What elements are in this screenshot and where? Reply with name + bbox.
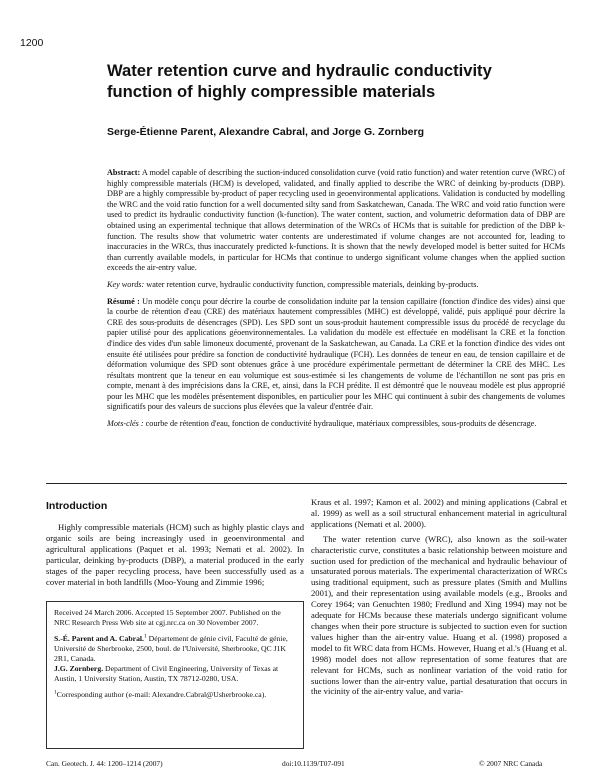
affiliation-2	[54, 664, 297, 684]
abstract-block	[107, 168, 565, 430]
keywords-text: water retention curve, hydraulic conductivity function, compressible materials, deinking by-products.	[144, 279, 479, 289]
affiliation-1-text: Département de génie civil, Faculté de génie, Université de Sherbrooke, 2500, boul. de l'Université, Sherbrooke, QC J1K 2R1, Canada.	[54, 634, 288, 663]
footer-doi: doi:10.1139/T07-091	[282, 759, 345, 768]
affiliation-1	[54, 634, 297, 664]
title-line-1: Water retention curve and hydraulic conductivity	[107, 61, 492, 80]
keywords-label: Key words:	[107, 279, 145, 289]
intro-paragraph-right-2: The water retention curve (WRC), also known as the soil-water characteristic curve, constitutes a basic relationship between moisture and suction used for prediction of the mechanical and hydraulic behaviour of unsaturated porous materials. The experimental characterization of WRCs using traditional equipment, such as pressure plates (Smith and Mullins 2001), and their representation using available models (e.g., Brooks and Corey 1964; van Genuchten 1980; Fredlund and Xing 1994) may not be adequate for HCMs because these materials undergo significant volume changes when their pore structure is subjected to suction even for suction values higher than the air-entry value. Huang et al. (1998) proposed a model to fit WRC data from HCMs. However, Huang et al.'s (Huang et al. 1998) model does not allow representation of some features that are relevant for HCMs, such as nonlinear variation of the void ratio for suctions lower than the air-entry value, partial desaturation that occurs in the vicinity of the air-entry value, and varia-	[311, 533, 567, 697]
article-title	[107, 60, 567, 102]
resume-paragraph	[107, 297, 565, 414]
abstract-paragraph	[107, 168, 565, 274]
author-list: Serge-Étienne Parent, Alexandre Cabral, and Jorge G. Zornberg	[107, 126, 425, 138]
corresponding-text: Corresponding author (e-mail: Alexandre.Cabral@Usherbrooke.ca).	[56, 690, 267, 699]
corresponding-sup: 1	[54, 689, 57, 696]
right-column	[311, 497, 567, 697]
title-line-2: function of highly compressible materials	[107, 82, 436, 101]
corresponding-author	[54, 690, 297, 700]
motscles-paragraph	[107, 419, 565, 430]
motscles-label: Mots-clés :	[107, 419, 144, 429]
affiliation-1-sup: 1	[143, 633, 147, 640]
footer-copyright: © 2007 NRC Canada	[479, 759, 543, 768]
section-divider	[46, 483, 567, 484]
intro-paragraph-right-1: Kraus et al. 1997; Kamon et al. 2002) and mining applications (Cabral et al. 1999) as well as a soil structural enhancement material in agricultural applications (Nemati et al. 2000).	[311, 497, 567, 529]
affiliation-1-names: S.-É. Parent and A. Cabral.	[54, 634, 144, 643]
resume-label: Résumé :	[107, 296, 140, 306]
motscles-text: courbe de rétention d'eau, fonction de conductivité hydraulique, matériaux compressibles, sous-produits de désencrage.	[143, 419, 537, 429]
received-note: Received 24 March 2006. Accepted 15 September 2007. Published on the NRC Research Press Web site at cgj.nrc.ca on 30 November 2007.	[54, 608, 281, 627]
abstract-text: A model capable of describing the suction-induced consolidation curve (void ratio function) and water retention curve (WRC) of highly compressible materials (HCM) is developed, validated, and finally applied to describe the WRC of deinking by-products (DBP). DBP are a highly compressible by-product of paper recycling used in geoenvironmental applications. Validation is conducted by modelling the WRC and the void ratio function for a well documented silty sand from Saskatchewan, Canada. The WRC and void ratio function were used to predict its hydraulic conductivity function (k-function). The water content, suction, and volumetric deformation data of DBP are obtained using an experimental technique that allows determination of the WRCs of HCMs that is suitable for prediction of the DBP k-function. The results show that volumetric water contents are underestimated if volume changes are not accounted for, leading to inaccuracies in the WRCs, thus inaccurately predicted k-functions. It is shown that the newly developed model is better suited for HCMs than currently available models, in particular for HCMs that continue to undergo significant volume changes when the applied suction exceeds the air-entry value.	[107, 168, 565, 273]
introduction-heading: Introduction	[46, 500, 108, 512]
page-number: 1200	[20, 37, 44, 49]
affiliation-2-text: Department of Civil Engineering, University of Texas at Austin, 1 University Station, Austin, TX 78712-0280, USA.	[54, 664, 279, 683]
affiliation-2-names: J.G. Zornberg.	[54, 664, 104, 673]
footnote-box	[46, 601, 304, 749]
intro-paragraph-left: Highly compressible materials (HCM) such as highly plastic clays and organic soils are being increasingly used in geoenvironmental and agricultural applications (Paquet et al. 1993; Nemati et al. 2002). In particular, deinking by-products (DBP), a material produced in the early stages of the paper recycling process, have been successfully used as a cover material in both landfills (Moo-Young and Zimmie 1996;	[46, 522, 304, 587]
keywords-paragraph	[107, 280, 565, 291]
resume-text: Un modèle conçu pour décrire la courbe de consolidation induite par la tension capillaire (fonction d'indice des vides) ainsi que la courbe de rétention d'eau (CRE) des matériaux hautement compressibles (MHC) est développé, validé, puis appliqué pour décrire la CRE des sous-produits de désencrages (SPD). Les SPD sont un sous-produit hautement compressible issus du procédé de recyclage du papier utilisé pour des applications géoenvironnementales. La validation du modèle est effectuée en modélisant la CRE et la fonction d'indice des vides d'un sable limoneux documenté, provenant de la Saskatchewan, au Canada. La CRE et la fonction d'indice des vides ont ensuite été utilisées pour prédire sa fonction de conductivité hydraulique (FCH). Les données de teneur en eau, de tension capillaire et de déformation volumique des SPD sont obtenues grâce à une procédure expérimentale permettant de déterminer la CRE des MHC. Les résultats montrent que la teneur en eau volumique est sous-estimée si les changements de volume de l'échantillon ne sont pas pris en compte, menant à des imprécisions dans la CRE, et, ainsi, dans la FCH prédite. Il est démontré que le nouveau modèle est plus approprié pour les MHC que les modèles présentement disponibles, en particulier pour les MHC qui continuent à subir des changements de volumes significatifs pour des valeurs de succions plus élevées que la valeur d'entrée d'air.	[107, 296, 565, 412]
footer-journal: Can. Geotech. J. 44: 1200–1214 (2007)	[46, 759, 163, 768]
abstract-label: Abstract:	[107, 168, 141, 177]
left-column	[46, 522, 304, 587]
